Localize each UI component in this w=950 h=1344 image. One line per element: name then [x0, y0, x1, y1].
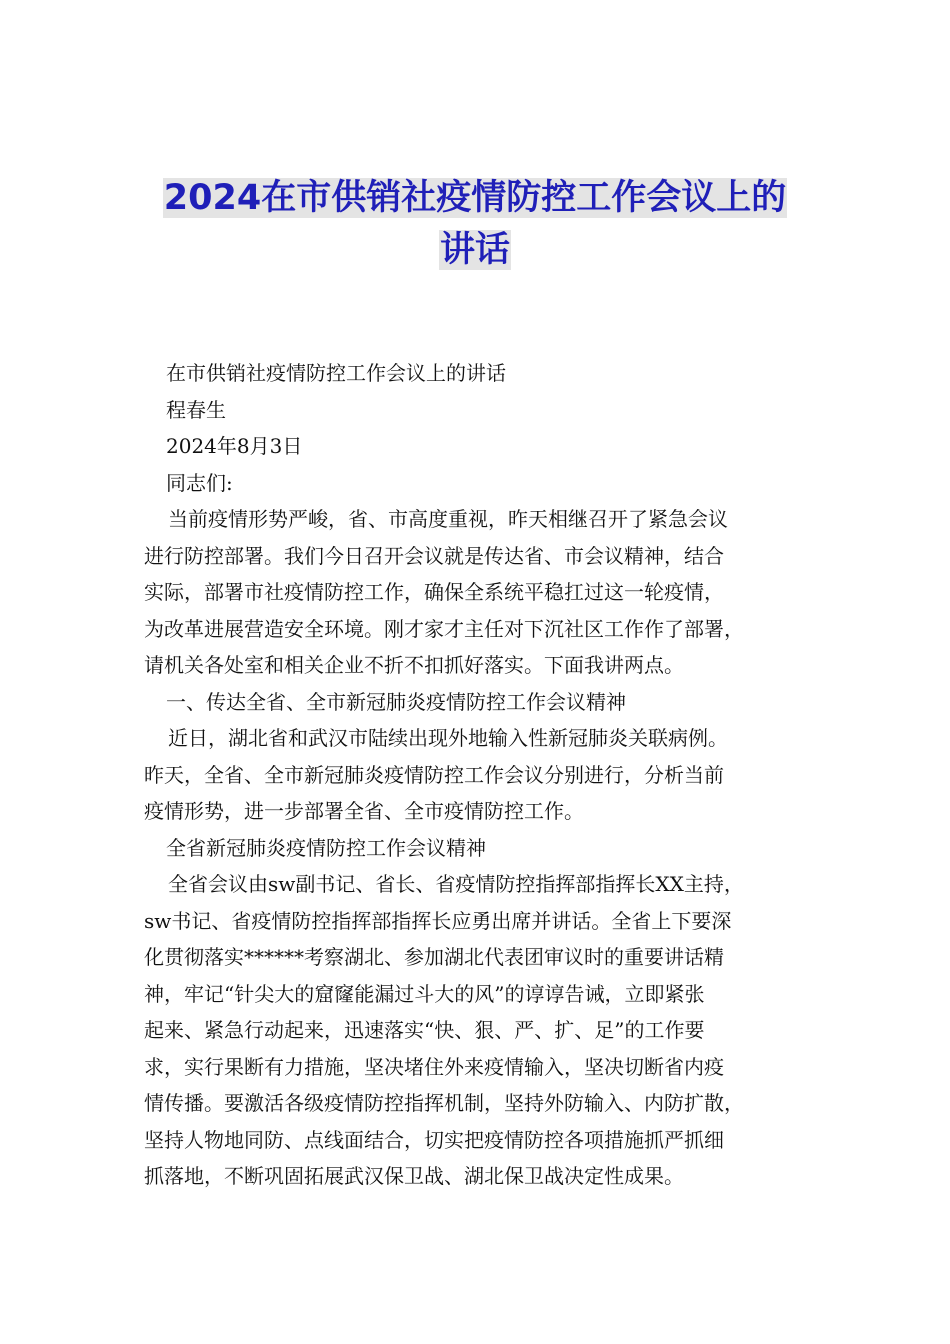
section-heading-2: 全省新冠肺炎疫情防控工作会议精神: [166, 835, 486, 860]
paragraph-line: 实际，部署市社疫情防控工作，确保全系统平稳扛过这一轮疫情，: [144, 580, 724, 604]
paragraph-2: [144, 720, 814, 830]
title-line-1: 2024在市供销社疫情防控工作会议上的: [163, 178, 787, 218]
author: 程春生: [166, 397, 226, 422]
paragraph-line: 坚持人物地同防、点线面结合，切实把疫情防控各项措施抓严抓细: [144, 1127, 724, 1152]
paragraph-line: 当前疫情形势严峻，省、市高度重视，昨天相继召开了紧急会议: [168, 507, 728, 531]
document-body: [144, 355, 814, 1195]
paragraph-line: sw书记、省疫情防控指挥部指挥长应勇出席并讲话。全省上下要深: [144, 908, 732, 933]
section-heading-1: 一、传达全省、全市新冠肺炎疫情防控工作会议精神: [166, 689, 626, 714]
paragraph-line: 疫情形势，进一步部署全省、全市疫情防控工作。: [144, 799, 584, 823]
subtitle: 在市供销社疫情防控工作会议上的讲话: [166, 361, 506, 385]
paragraph-1: [144, 501, 814, 684]
date: 2024年8月3日: [166, 434, 303, 458]
paragraph-line: 近日，湖北省和武汉市陆续出现外地输入性新冠肺炎关联病例。: [168, 726, 728, 750]
paragraph-line: 昨天，全省、全市新冠肺炎疫情防控工作会议分别进行，分析当前: [144, 762, 724, 787]
paragraph-line: 情传播。要激活各级疫情防控指挥机制，坚持外防输入、内防扩散，: [144, 1091, 744, 1115]
paragraph-line: 为改革进展营造安全环境。刚才家才主任对下沉社区工作作了部署，: [144, 616, 744, 641]
title-line-2: 讲话: [439, 230, 510, 270]
paragraph-line: 神，牢记“针尖大的窟窿能漏过斗大的风”的谆谆告诫，立即紧张: [144, 981, 705, 1006]
paragraph-line: 请机关各处室和相关企业不折不扣抓好落实。下面我讲两点。: [144, 653, 684, 677]
paragraph-line: 化贯彻落实******考察湖北、参加湖北代表团审议时的重要讲话精: [144, 945, 724, 969]
paragraph-line: 进行防控部署。我们今日召开会议就是传达省、市会议精神，结合: [144, 543, 724, 568]
paragraph-line: 全省会议由sw副书记、省长、省疫情防控指挥部指挥长XX主持，: [168, 872, 744, 896]
paragraph-line: 抓落地，不断巩固拓展武汉保卫战、湖北保卫战决定性成果。: [144, 1164, 684, 1188]
paragraph-line: 求，实行果断有力措施，坚决堵住外来疫情输入，坚决切断省内疫: [144, 1054, 724, 1079]
document-title: [0, 178, 950, 282]
salutation: 同志们:: [166, 470, 233, 495]
paragraph-3: [144, 866, 814, 1195]
paragraph-line: 起来、紧急行动起来，迅速落实“快、狠、严、扩、足”的工作要: [144, 1018, 705, 1042]
